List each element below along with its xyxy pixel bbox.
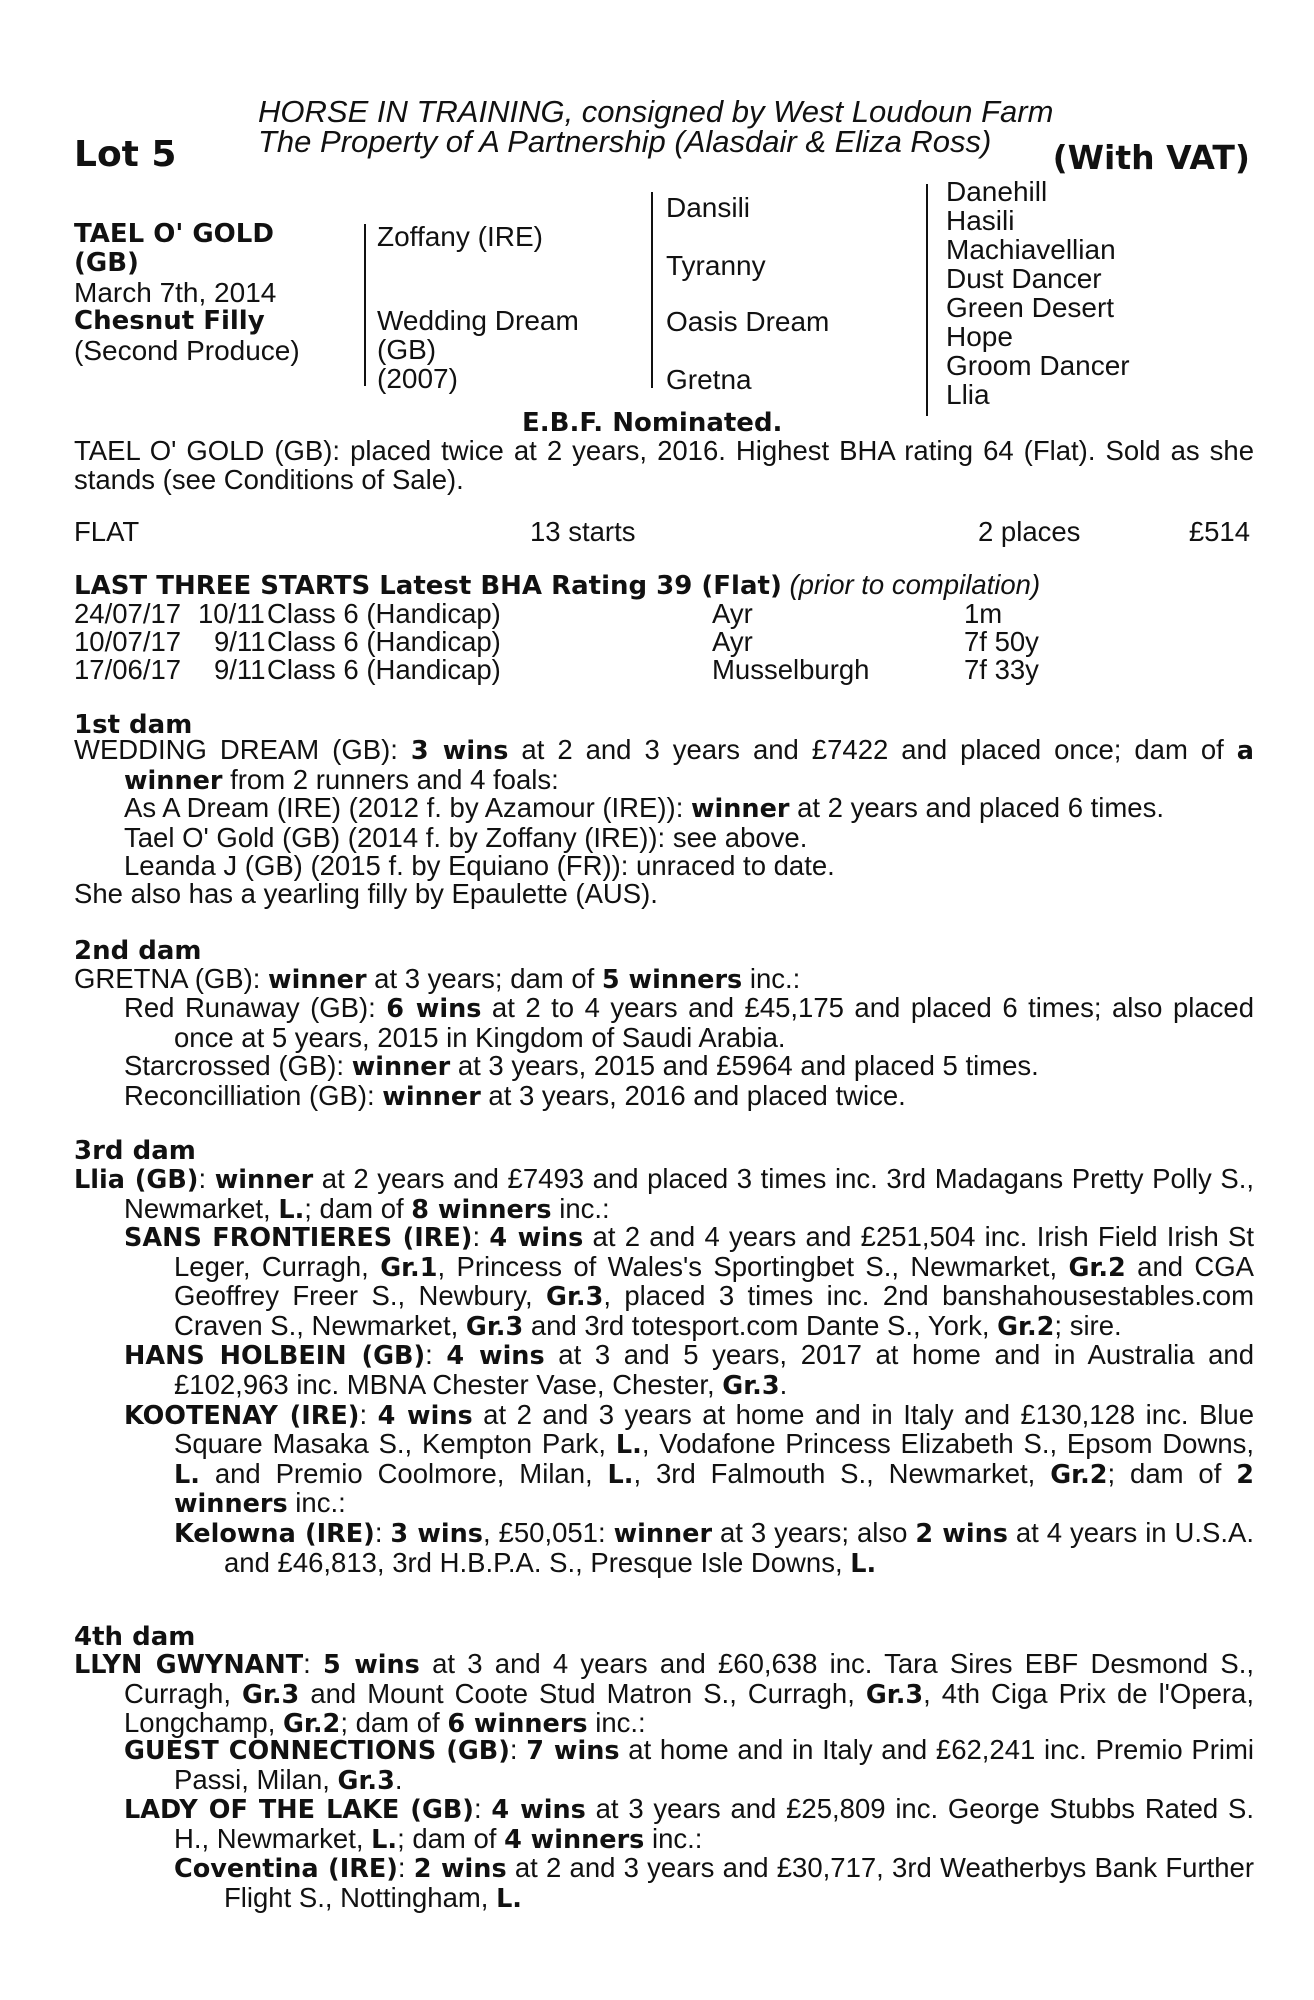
ebf-nominated: E.B.F. Nominated.	[522, 408, 783, 438]
table-row	[74, 627, 181, 656]
horse-country: (GB)	[74, 248, 139, 278]
record-type: FLAT	[74, 516, 140, 547]
third-generation	[946, 177, 1130, 409]
list-item: GUEST CONNECTIONS (GB): 7 wins at home and in Italy and £62,241 inc. Premio Primi Passi, Milan, Gr.3.	[124, 1734, 1254, 1796]
grand-dam: Tyranny	[666, 250, 766, 281]
horse-details	[74, 220, 300, 365]
first-dam-text: WEDDING DREAM (GB): 3 wins at 2 and 3 years and £7422 and placed once; dam of a winner from 2 runners and 4 foals:	[74, 734, 1254, 796]
row-position: 9/11	[214, 654, 266, 685]
row-distance: 7f 50y	[964, 626, 1039, 657]
ancestor: Machiavellian	[946, 234, 1116, 265]
list-item: Reconcilliation (GB): winner at 3 years, 2016 and placed twice.	[124, 1079, 906, 1112]
first-dam-progeny	[124, 794, 1254, 881]
ancestor: Danehill	[946, 176, 1048, 207]
row-course: Ayr	[712, 626, 753, 657]
third-dam-progeny	[124, 1223, 1254, 1578]
fourth-dam-progeny	[124, 1736, 1254, 1914]
horse-dob: March 7th, 2014	[74, 277, 277, 308]
ancestor: Groom Dancer	[946, 350, 1130, 381]
second-dam-text: GRETNA (GB): winner at 3 years; dam of 5 winners inc.:	[74, 963, 801, 995]
list-item: Leanda J (GB) (2015 f. by Equiano (FR)): unraced to date.	[124, 850, 835, 882]
list-item: Coventina (IRE): 2 wins at 2 and 3 years and £30,717, 3rd Weatherbys Bank Further Flight S., Nottingham, L.	[174, 1852, 1255, 1914]
row-position: 10/11	[198, 598, 265, 629]
row-date: 24/07/17	[74, 598, 182, 629]
horse-name: TAEL O' GOLD	[74, 219, 274, 249]
record-starts: 13 starts	[530, 516, 636, 547]
grandsire: Dansili	[666, 192, 751, 223]
ancestor: Hope	[946, 321, 1013, 352]
list-item: Kelowna (IRE): 3 wins, £50,051: winner at 3 years; also 2 wins at 4 years in U.S.A. and £46,813, 3rd H.B.P.A. S., Presque Isle Downs, L.	[174, 1516, 1255, 1579]
row-distance: 1m	[964, 598, 1003, 629]
table-row	[74, 599, 181, 628]
row-course: Ayr	[712, 598, 753, 629]
row-date: 17/06/17	[74, 654, 182, 685]
fourth-dam-heading: 4th dam	[74, 1622, 196, 1652]
ancestor: Green Desert	[946, 292, 1115, 323]
ancestor: Hasili	[946, 205, 1015, 236]
dam-line-3: (2007)	[377, 363, 458, 394]
property-line: The Property of A Partnership (Alasdair & Eliza Ross)	[258, 124, 992, 159]
third-dam-text: Llia (GB): winner at 2 years and £7493 and placed 3 times inc. 3rd Madagans Pretty Polly S., Newmarket, L.; dam of 8 winners inc.:	[74, 1163, 1254, 1225]
table-row	[74, 655, 181, 684]
list-item: SANS FRONTIERES (IRE): 4 wins at 2 and 4 years and £251,504 inc. Irish Field Irish St Leger, Curragh, Gr.1, Princess of Wales's Sportingbet S., Newmarket, Gr.2 and CGA Geoffrey Freer S., Newbury, Gr.3, placed 3 times inc. 2nd banshahousestables.com Craven S., Newmarket, Gr.3 and 3rd totesport.com Dante S., York, Gr.2; sire.	[124, 1221, 1254, 1342]
last-three-heading	[74, 570, 1040, 601]
list-item: KOOTENAY (IRE): 4 wins at 2 and 3 years at home and in Italy and £130,128 inc. Blue Square Masaka S., Kempton Park, L., Vodafone Princess Elizabeth S., Epsom Downs, L. and Premio Coolmore, Milan, L., 3rd Falmouth S., Newmarket, Gr.2; dam of 2 winners inc.:	[124, 1398, 1255, 1520]
pedigree-divider	[926, 184, 928, 416]
list-item: LADY OF THE LAKE (GB): 4 wins at 3 years and £25,809 inc. George Stubbs Rated S. H., Newmarket, L.; dam of 4 winners inc.:	[124, 1793, 1254, 1855]
pedigree-divider	[651, 192, 653, 388]
consignor-line: HORSE IN TRAINING, consigned by West Loudoun Farm	[258, 94, 1054, 129]
row-distance: 7f 33y	[964, 654, 1039, 685]
first-dam-note: She also has a yearling filly by Epaulette (AUS).	[74, 878, 658, 909]
row-position: 9/11	[214, 626, 266, 657]
record-places: 2 places	[978, 516, 1081, 547]
second-dam-heading: 2nd dam	[74, 936, 202, 966]
last-three-note: (prior to compilation)	[789, 569, 1041, 600]
dam-name	[377, 306, 579, 393]
horse-produce: (Second Produce)	[74, 335, 300, 366]
list-item: Starcrossed (GB): winner at 3 years, 2015 and £5964 and placed 5 times.	[124, 1050, 1039, 1083]
row-class: Class 6 (Handicap)	[267, 598, 501, 629]
fourth-dam-text: LLYN GWYNANT: 5 wins at 3 and 4 years and £60,638 inc. Tara Sires EBF Desmond S., Curragh, Gr.3 and Mount Coote Stud Matron S., Curragh, Gr.3, 4th Ciga Prix de l'Opera, Longchamp, Gr.2; dam of 6 winners inc.:	[74, 1648, 1255, 1740]
last-three-title: LAST THREE STARTS Latest BHA Rating 39 (Flat)	[74, 571, 782, 601]
summary: TAEL O' GOLD (GB): placed twice at 2 years, 2016. Highest BHA rating 64 (Flat). Sold as she stands (see Conditions of Sale).	[74, 435, 1254, 495]
lot-number: Lot 5	[74, 134, 177, 175]
vat-label: (With VAT)	[1052, 138, 1250, 177]
pedigree-divider	[364, 224, 366, 386]
dam-dam: Gretna	[666, 364, 752, 395]
row-class: Class 6 (Handicap)	[267, 626, 501, 657]
first-dam-heading: 1st dam	[74, 710, 193, 740]
list-item: Tael O' Gold (GB) (2014 f. by Zoffany (IRE)): see above.	[124, 821, 808, 853]
sire: Zoffany (IRE)	[377, 221, 543, 252]
row-course: Musselburgh	[712, 654, 870, 685]
ancestor: Dust Dancer	[946, 263, 1102, 294]
list-item: As A Dream (IRE) (2012 f. by Azamour (IRE)): winner at 2 years and placed 6 times.	[124, 792, 1164, 824]
ancestor: Llia	[946, 379, 990, 410]
dam-sire: Oasis Dream	[666, 306, 830, 337]
row-date: 10/07/17	[74, 626, 182, 657]
dam-line-2: (GB)	[377, 334, 437, 365]
list-item: Red Runaway (GB): 6 wins at 2 to 4 years and £45,175 and placed 6 times; also placed once at 5 years, 2015 in Kingdom of Saudi Arabia.	[124, 992, 1254, 1053]
dam-line-1: Wedding Dream	[377, 305, 579, 336]
horse-sex: Chesnut Filly	[74, 306, 265, 336]
record-earnings: £514	[1188, 516, 1250, 547]
third-dam-heading: 3rd dam	[74, 1136, 196, 1166]
row-class: Class 6 (Handicap)	[267, 654, 501, 685]
second-dam-progeny	[124, 994, 1254, 1111]
list-item: HANS HOLBEIN (GB): 4 wins at 3 and 5 years, 2017 at home and in Australia and £102,963 inc. MBNA Chester Vase, Chester, Gr.3.	[124, 1339, 1254, 1401]
